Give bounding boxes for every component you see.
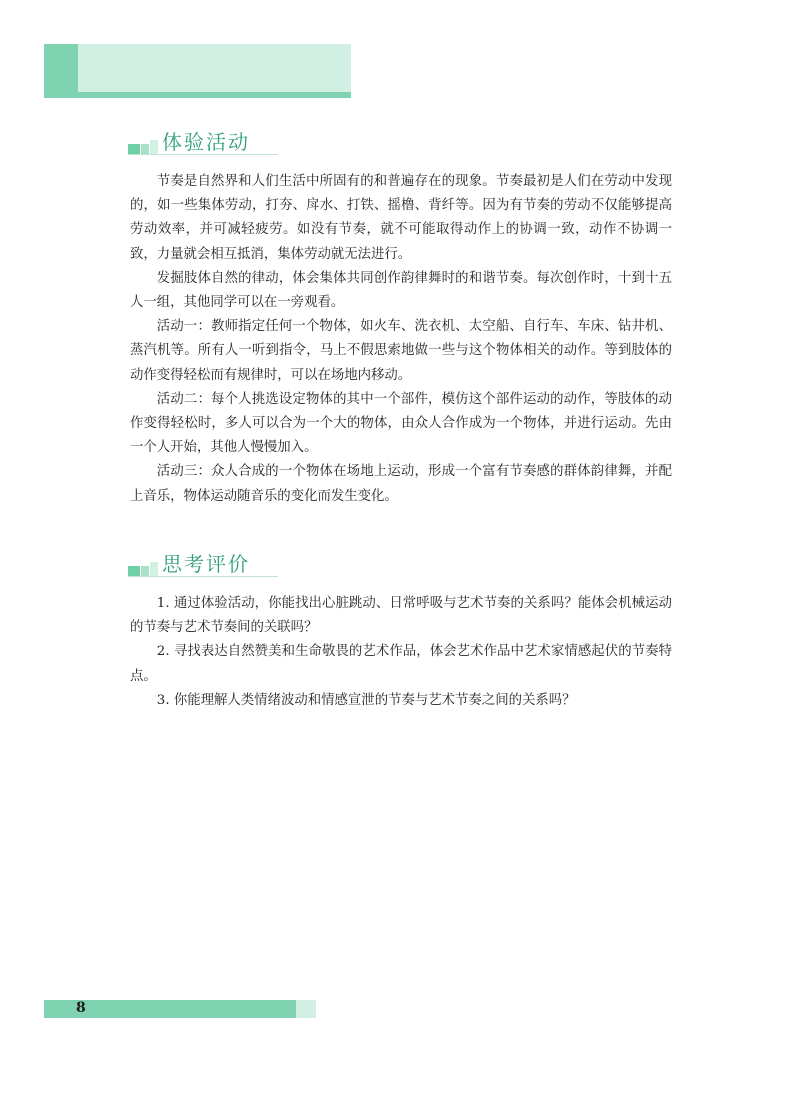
- paragraph: 节奏是自然界和人们生活中所固有的和普遍存在的现象。节奏最初是人们在劳动中发现的，如一些集体劳动，打夯、戽水、打铁、摇橹、背纤等。因为有节奏的劳动不仅能够提高劳动效率，并可减轻疲劳。如没有节奏，就不可能取得动作上的协调一致，动作不协调一致，力量就会相互抵消，集体劳动就无法进行。: [130, 174, 672, 262]
- activity-body: [130, 170, 672, 509]
- heading-marker-icon: [128, 134, 158, 154]
- question-item: 3. 你能理解人类情绪波动和情感宣泄的节奏与艺术节奏之间的关系吗？: [156, 692, 576, 708]
- paragraph: 发掘肢体自然的律动，体会集体共同创作韵律舞时的和谐节奏。每次创作时，十到十五人一组，其他同学可以在一旁观看。: [130, 270, 672, 311]
- evaluation-body: [130, 592, 672, 713]
- heading-underline: [128, 154, 278, 155]
- heading-marker-icon: [128, 556, 158, 576]
- page-number: 8: [76, 1000, 86, 1016]
- paragraph: 活动一：教师指定任何一个物体，如火车、洗衣机、太空船、自行车、车床、钻井机、蒸汽机等。所有人一听到指令，马上不假思索地做一些与这个物体相关的动作。等到肢体的动作变得轻松而有规律时，可以在场地内移动。: [130, 319, 672, 383]
- header-banner-block: [44, 44, 78, 98]
- question-item: 2. 寻找表达自然赞美和生命敬畏的艺术作品，体会艺术作品中艺术家情感起伏的节奏特点。: [130, 644, 672, 684]
- header-banner: [44, 44, 351, 98]
- question-item: 1. 通过体验活动，你能找出心脏跳动、日常呼吸与艺术节奏的关系吗？能体会机械运动的节奏与艺术节奏间的关联吗？: [130, 596, 672, 636]
- section-title-activity: 体验活动: [162, 130, 250, 154]
- header-banner-line: [44, 92, 351, 98]
- heading-underline: [128, 576, 278, 577]
- footer-bar-accent: [296, 1000, 316, 1018]
- paragraph: 活动二：每个人挑选设定物体的其中一个部件，模仿这个部件运动的动作，等肢体的动作变得轻松时，多人可以合为一个大的物体，由众人合作成为一个物体，并进行运动。先由一个人开始，其他人慢慢加入。: [130, 391, 672, 456]
- paragraph: 活动三：众人合成的一个物体在场地上运动，形成一个富有节奏感的群体韵律舞，并配上音乐，物体运动随音乐的变化而发生变化。: [130, 464, 672, 504]
- section-heading-activity: [128, 128, 250, 154]
- section-heading-evaluation: [128, 550, 250, 576]
- section-title-evaluation: 思考评价: [162, 552, 250, 576]
